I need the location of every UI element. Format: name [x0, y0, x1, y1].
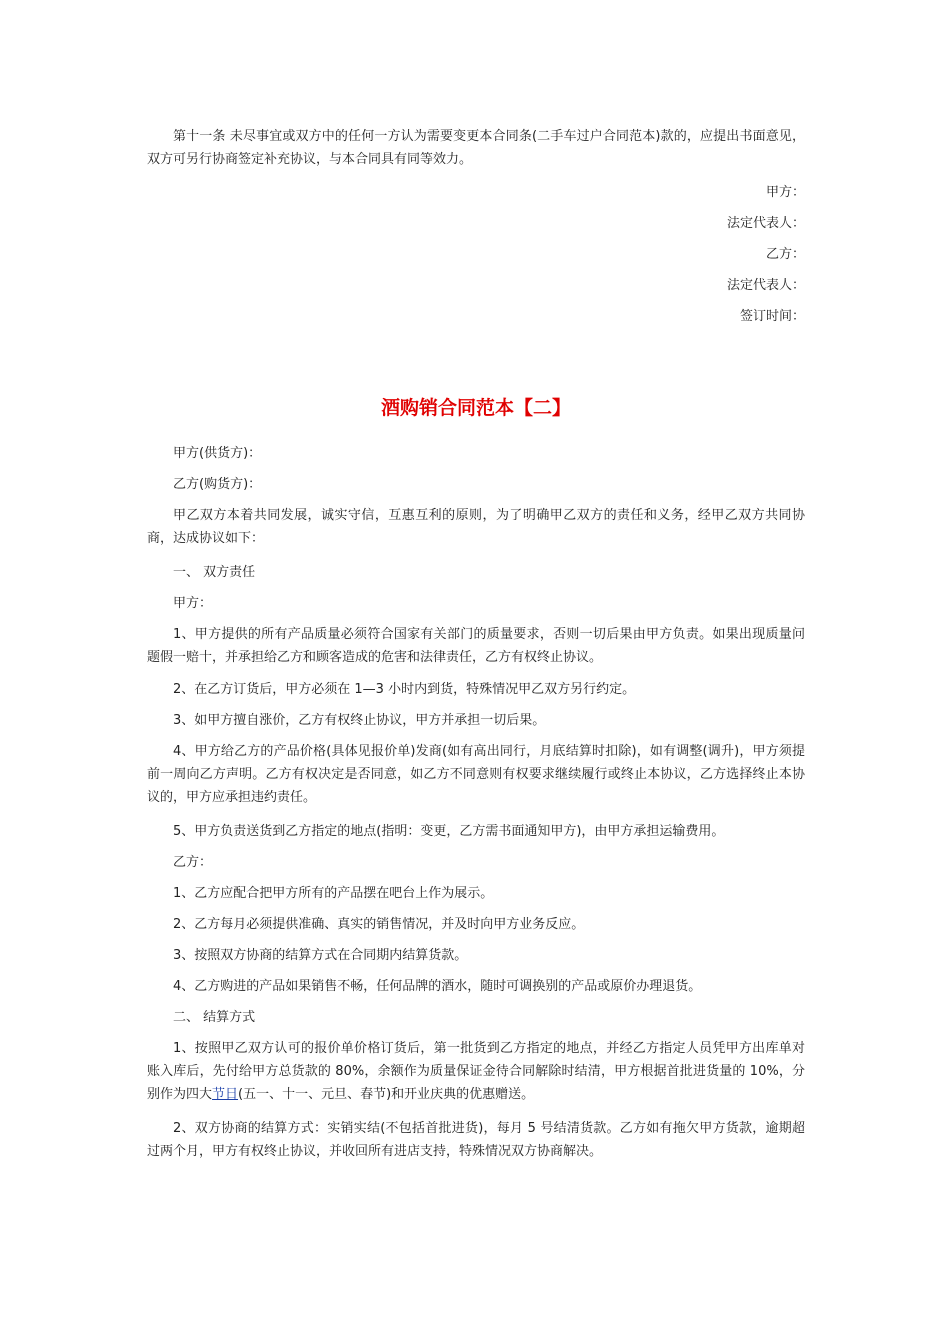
settlement-item-1-text: 1、按照甲乙双方认可的报价单价格订货后，第一批货到乙方指定的地点，并经乙方指定人员凭甲方出库单对账入库后，先付给甲方总货款的 80%，余额作为质量保证金待合同解除时结清，甲方根据首批进货量的 10%，分别作为四大 — [147, 1041, 805, 1102]
party-b-item-1: 1、乙方应配合把甲方所有的产品摆在吧台上作为展示。 — [173, 886, 494, 901]
section-1-heading: 一、 双方责任 — [173, 565, 256, 580]
signature-legal-rep-a: 法定代表人： — [726, 216, 805, 231]
section-2-heading: 二、 结算方式 — [173, 1010, 256, 1025]
party-a-item-5: 5、甲方负责送货到乙方指定的地点(指明：变更，乙方需书面通知甲方)，由甲方承担运输费用。 — [173, 824, 725, 839]
intro-preamble: 甲乙双方本着共同发展，诚实守信，互惠互利的原则，为了明确甲乙双方的责任和义务，经甲乙双方共同协商，达成协议如下： — [147, 508, 805, 546]
party-b-item-3: 3、按照双方协商的结算方式在合同期内结算货款。 — [173, 948, 468, 963]
clause-11: 第十一条 未尽事宜或双方中的任何一方认为需要变更本合同条(二手车过户合同范本)款的，应提出书面意见，双方可另行协商签定补充协议，与本合同具有同等效力。 — [147, 129, 805, 167]
party-b-item-2: 2、乙方每月必须提供准确、真实的销售情况，并及时向甲方业务反应。 — [173, 917, 585, 932]
party-a-item-3: 3、如甲方擅自涨价，乙方有权终止协议，甲方并承担一切后果。 — [173, 713, 546, 728]
holiday-link[interactable]: 节日 — [212, 1087, 239, 1102]
document-title: 酒购销合同范本【二】 — [380, 397, 571, 419]
settlement-item-2: 2、双方协商的结算方式：实销实结(不包括首批进货)，每月 5 号结清货款。乙方如有拖欠甲方货款，逾期超过两个月，甲方有权终止协议，并收回所有进店支持，特殊情况双方协商解决。 — [147, 1121, 805, 1159]
intro-party-b: 乙方(购货方)： — [173, 477, 262, 492]
section-1-party-a-label: 甲方： — [173, 596, 213, 611]
signature-party-a: 甲方： — [765, 185, 805, 200]
settlement-item-1 — [147, 1037, 805, 1106]
signature-party-b: 乙方： — [765, 247, 805, 262]
section-1-party-b-label: 乙方： — [173, 855, 213, 870]
intro-party-a: 甲方(供货方)： — [173, 446, 262, 461]
party-a-item-2: 2、在乙方订货后，甲方必须在 1—3 小时内到货，特殊情况甲乙双方另行约定。 — [173, 682, 636, 697]
signature-legal-rep-b: 法定代表人： — [726, 278, 805, 293]
signature-date: 签订时间： — [739, 309, 805, 324]
party-b-item-4: 4、乙方购进的产品如果销售不畅，任何品牌的酒水，随时可调换别的产品或原价办理退货。 — [173, 979, 702, 994]
settlement-item-1-text-tail: (五一、十一、元旦、春节)和开业庆典的优惠赠送。 — [238, 1087, 535, 1102]
party-a-item-4: 4、甲方给乙方的产品价格(具体见报价单)发商(如有高出同行，月底结算时扣除)，如有调整(调升)，甲方须提前一周向乙方声明。乙方有权决定是否同意，如乙方不同意则有权要求继续履行或终止本协议，乙方选择终止本协议的，甲方应承担违约责任。 — [147, 744, 805, 805]
party-a-item-1: 1、甲方提供的所有产品质量必须符合国家有关部门的质量要求，否则一切后果由甲方负责。如果出现质量问题假一赔十，并承担给乙方和顾客造成的危害和法律责任，乙方有权终止协议。 — [147, 627, 805, 665]
